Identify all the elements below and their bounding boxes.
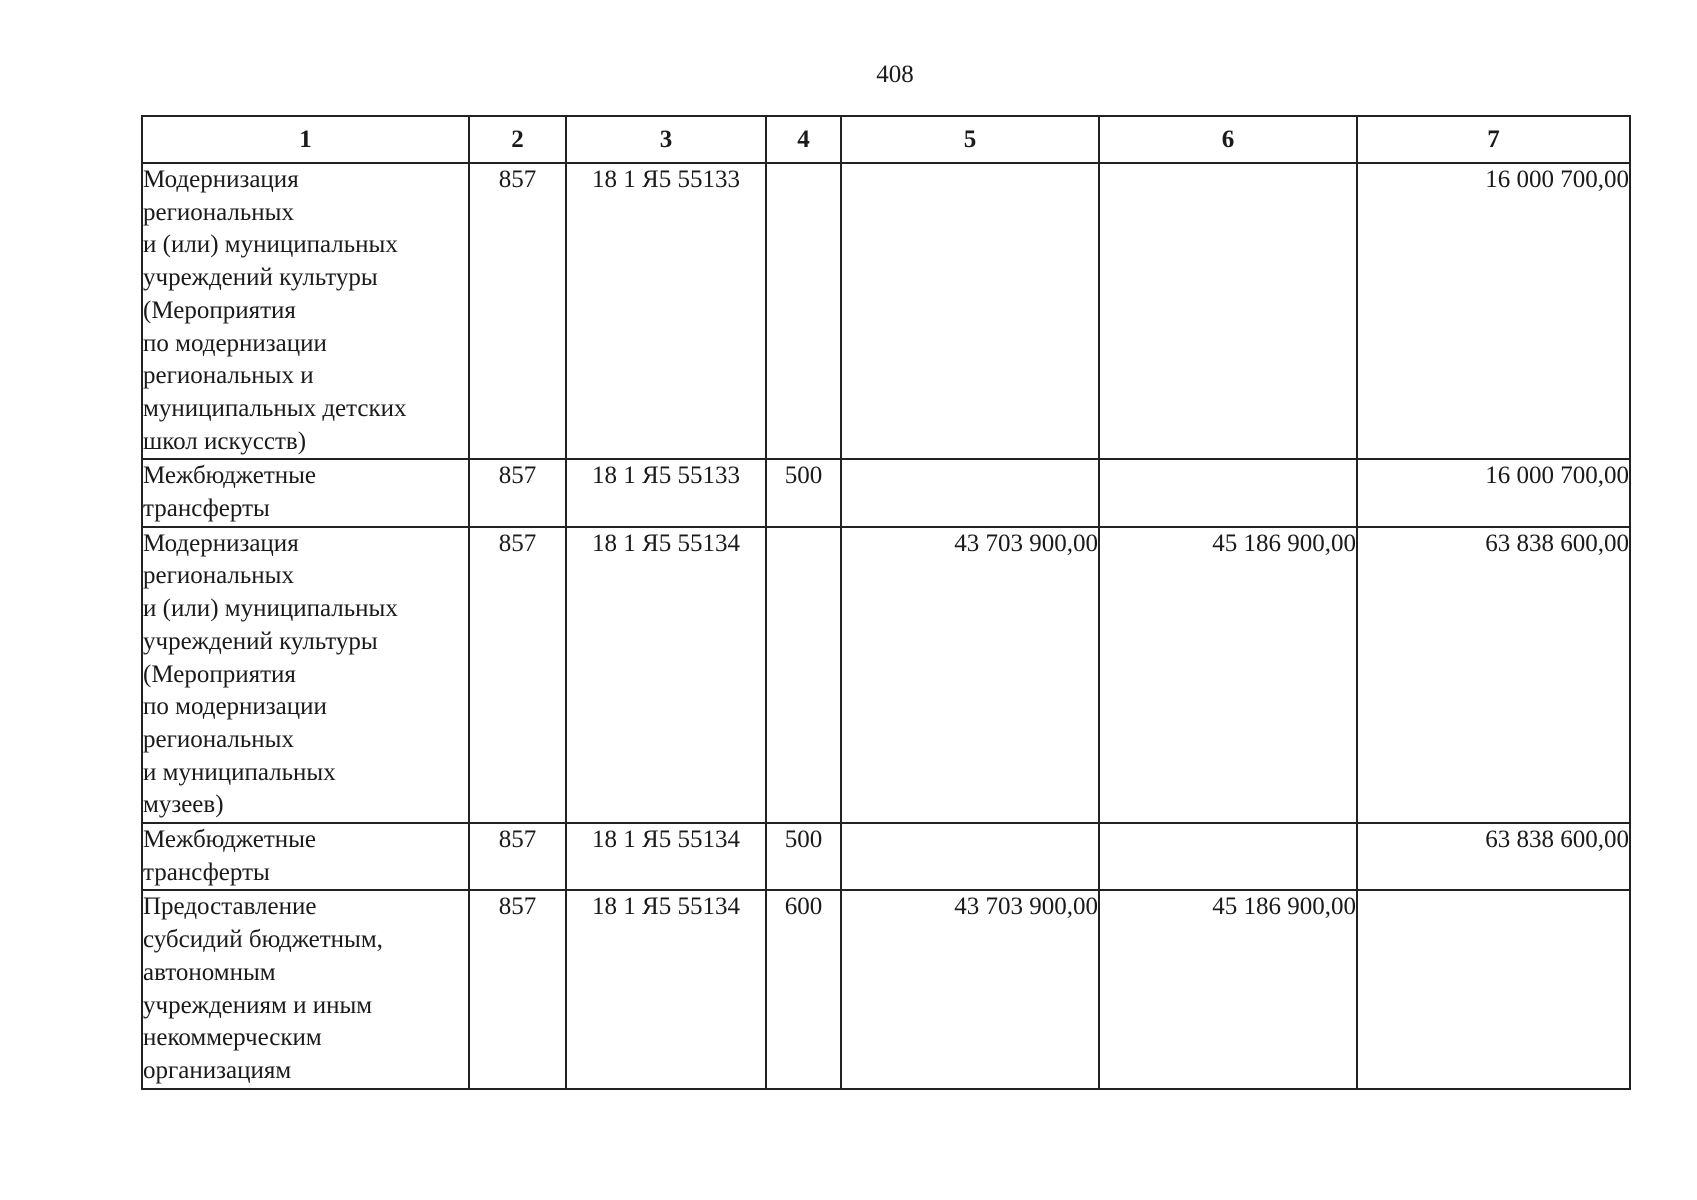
target-article-cell: 18 1 Я5 55133 xyxy=(566,459,766,526)
expense-type-cell xyxy=(766,527,841,823)
expense-type-cell: 500 xyxy=(766,823,841,890)
department-code-cell: 857 xyxy=(469,527,566,823)
item-name-line: музеев) xyxy=(143,791,224,819)
item-name-line: региональных xyxy=(143,562,294,590)
column-header: 7 xyxy=(1357,116,1630,163)
item-name-line: трансферты xyxy=(143,858,270,886)
expense-type-cell xyxy=(766,163,841,459)
department-code-cell: 857 xyxy=(469,890,566,1088)
amount-col6-cell xyxy=(1099,823,1357,890)
target-article-cell: 18 1 Я5 55134 xyxy=(566,890,766,1088)
item-name-line: по модернизации xyxy=(143,329,327,357)
column-header: 4 xyxy=(766,116,841,163)
item-name-line: некоммерческим xyxy=(143,1024,322,1052)
department-code-cell: 857 xyxy=(469,163,566,459)
item-name-line: учреждений культуры xyxy=(143,627,378,655)
amount-col5-cell xyxy=(841,823,1099,890)
table-row xyxy=(142,459,1630,526)
item-name-line: региональных и xyxy=(143,362,314,390)
amount-col6-cell: 45 186 900,00 xyxy=(1099,527,1357,823)
department-code-cell: 857 xyxy=(469,823,566,890)
target-article-cell: 18 1 Я5 55134 xyxy=(566,527,766,823)
item-name-line: и (или) муниципальных xyxy=(143,595,398,623)
item-name-line: Модернизация xyxy=(143,166,299,193)
item-name-line: Предоставление xyxy=(143,893,317,921)
amount-col7-cell: 63 838 600,00 xyxy=(1357,823,1630,890)
header-row xyxy=(142,116,1630,163)
amount-col6-cell: 45 186 900,00 xyxy=(1099,890,1357,1088)
column-header: 2 xyxy=(469,116,566,163)
table-row xyxy=(142,823,1630,890)
amount-col6-cell xyxy=(1099,459,1357,526)
item-name-line: муниципальных детских xyxy=(143,394,407,422)
column-header: 3 xyxy=(566,116,766,163)
expense-type-cell: 600 xyxy=(766,890,841,1088)
item-name-line: и муниципальных xyxy=(143,758,336,786)
department-code-cell: 857 xyxy=(469,459,566,526)
amount-col6-cell xyxy=(1099,163,1357,459)
item-name-line: школ искусств) xyxy=(143,427,307,455)
target-article-cell: 18 1 Я5 55133 xyxy=(566,163,766,459)
column-header: 6 xyxy=(1099,116,1357,163)
item-name-line: (Мероприятия xyxy=(143,660,296,688)
table-row xyxy=(142,890,1630,1088)
item-name-line: организациям xyxy=(143,1056,292,1084)
item-name-cell xyxy=(142,459,469,526)
item-name-line: Модернизация xyxy=(143,529,299,557)
column-header: 5 xyxy=(841,116,1099,163)
expense-type-cell: 500 xyxy=(766,459,841,526)
item-name-line: региональных xyxy=(143,198,294,226)
item-name-line: субсидий бюджетным, xyxy=(143,926,383,954)
item-name-cell xyxy=(142,527,469,823)
amount-col7-cell xyxy=(1357,890,1630,1088)
item-name-line: Межбюджетные xyxy=(143,826,317,854)
item-name-line: учреждениям и иным xyxy=(143,991,373,1019)
item-name-line: (Мероприятия xyxy=(143,296,296,324)
item-name-cell xyxy=(142,890,469,1088)
amount-col7-cell: 16 000 700,00 xyxy=(1357,163,1630,459)
item-name-line: учреждений культуры xyxy=(143,264,378,292)
item-name-line: автономным xyxy=(143,958,276,986)
item-name-cell xyxy=(142,163,469,459)
page-number: 408 xyxy=(876,61,914,88)
amount-col7-cell: 16 000 700,00 xyxy=(1357,459,1630,526)
amount-col5-cell: 43 703 900,00 xyxy=(841,890,1099,1088)
item-name-line: трансферты xyxy=(143,495,270,523)
item-name-line: и (или) муниципальных xyxy=(143,231,398,259)
target-article-cell: 18 1 Я5 55134 xyxy=(566,823,766,890)
item-name-cell xyxy=(142,823,469,890)
item-name-line: по модернизации xyxy=(143,693,327,721)
table-row xyxy=(142,163,1630,459)
amount-col5-cell xyxy=(841,459,1099,526)
amount-col5-cell xyxy=(841,163,1099,459)
amount-col5-cell: 43 703 900,00 xyxy=(841,527,1099,823)
item-name-line: региональных xyxy=(143,725,294,753)
table-row xyxy=(142,527,1630,823)
item-name-line: Межбюджетные xyxy=(143,462,317,490)
amount-col7-cell: 63 838 600,00 xyxy=(1357,527,1630,823)
column-header: 1 xyxy=(142,116,469,163)
budget-table xyxy=(141,115,1631,1090)
